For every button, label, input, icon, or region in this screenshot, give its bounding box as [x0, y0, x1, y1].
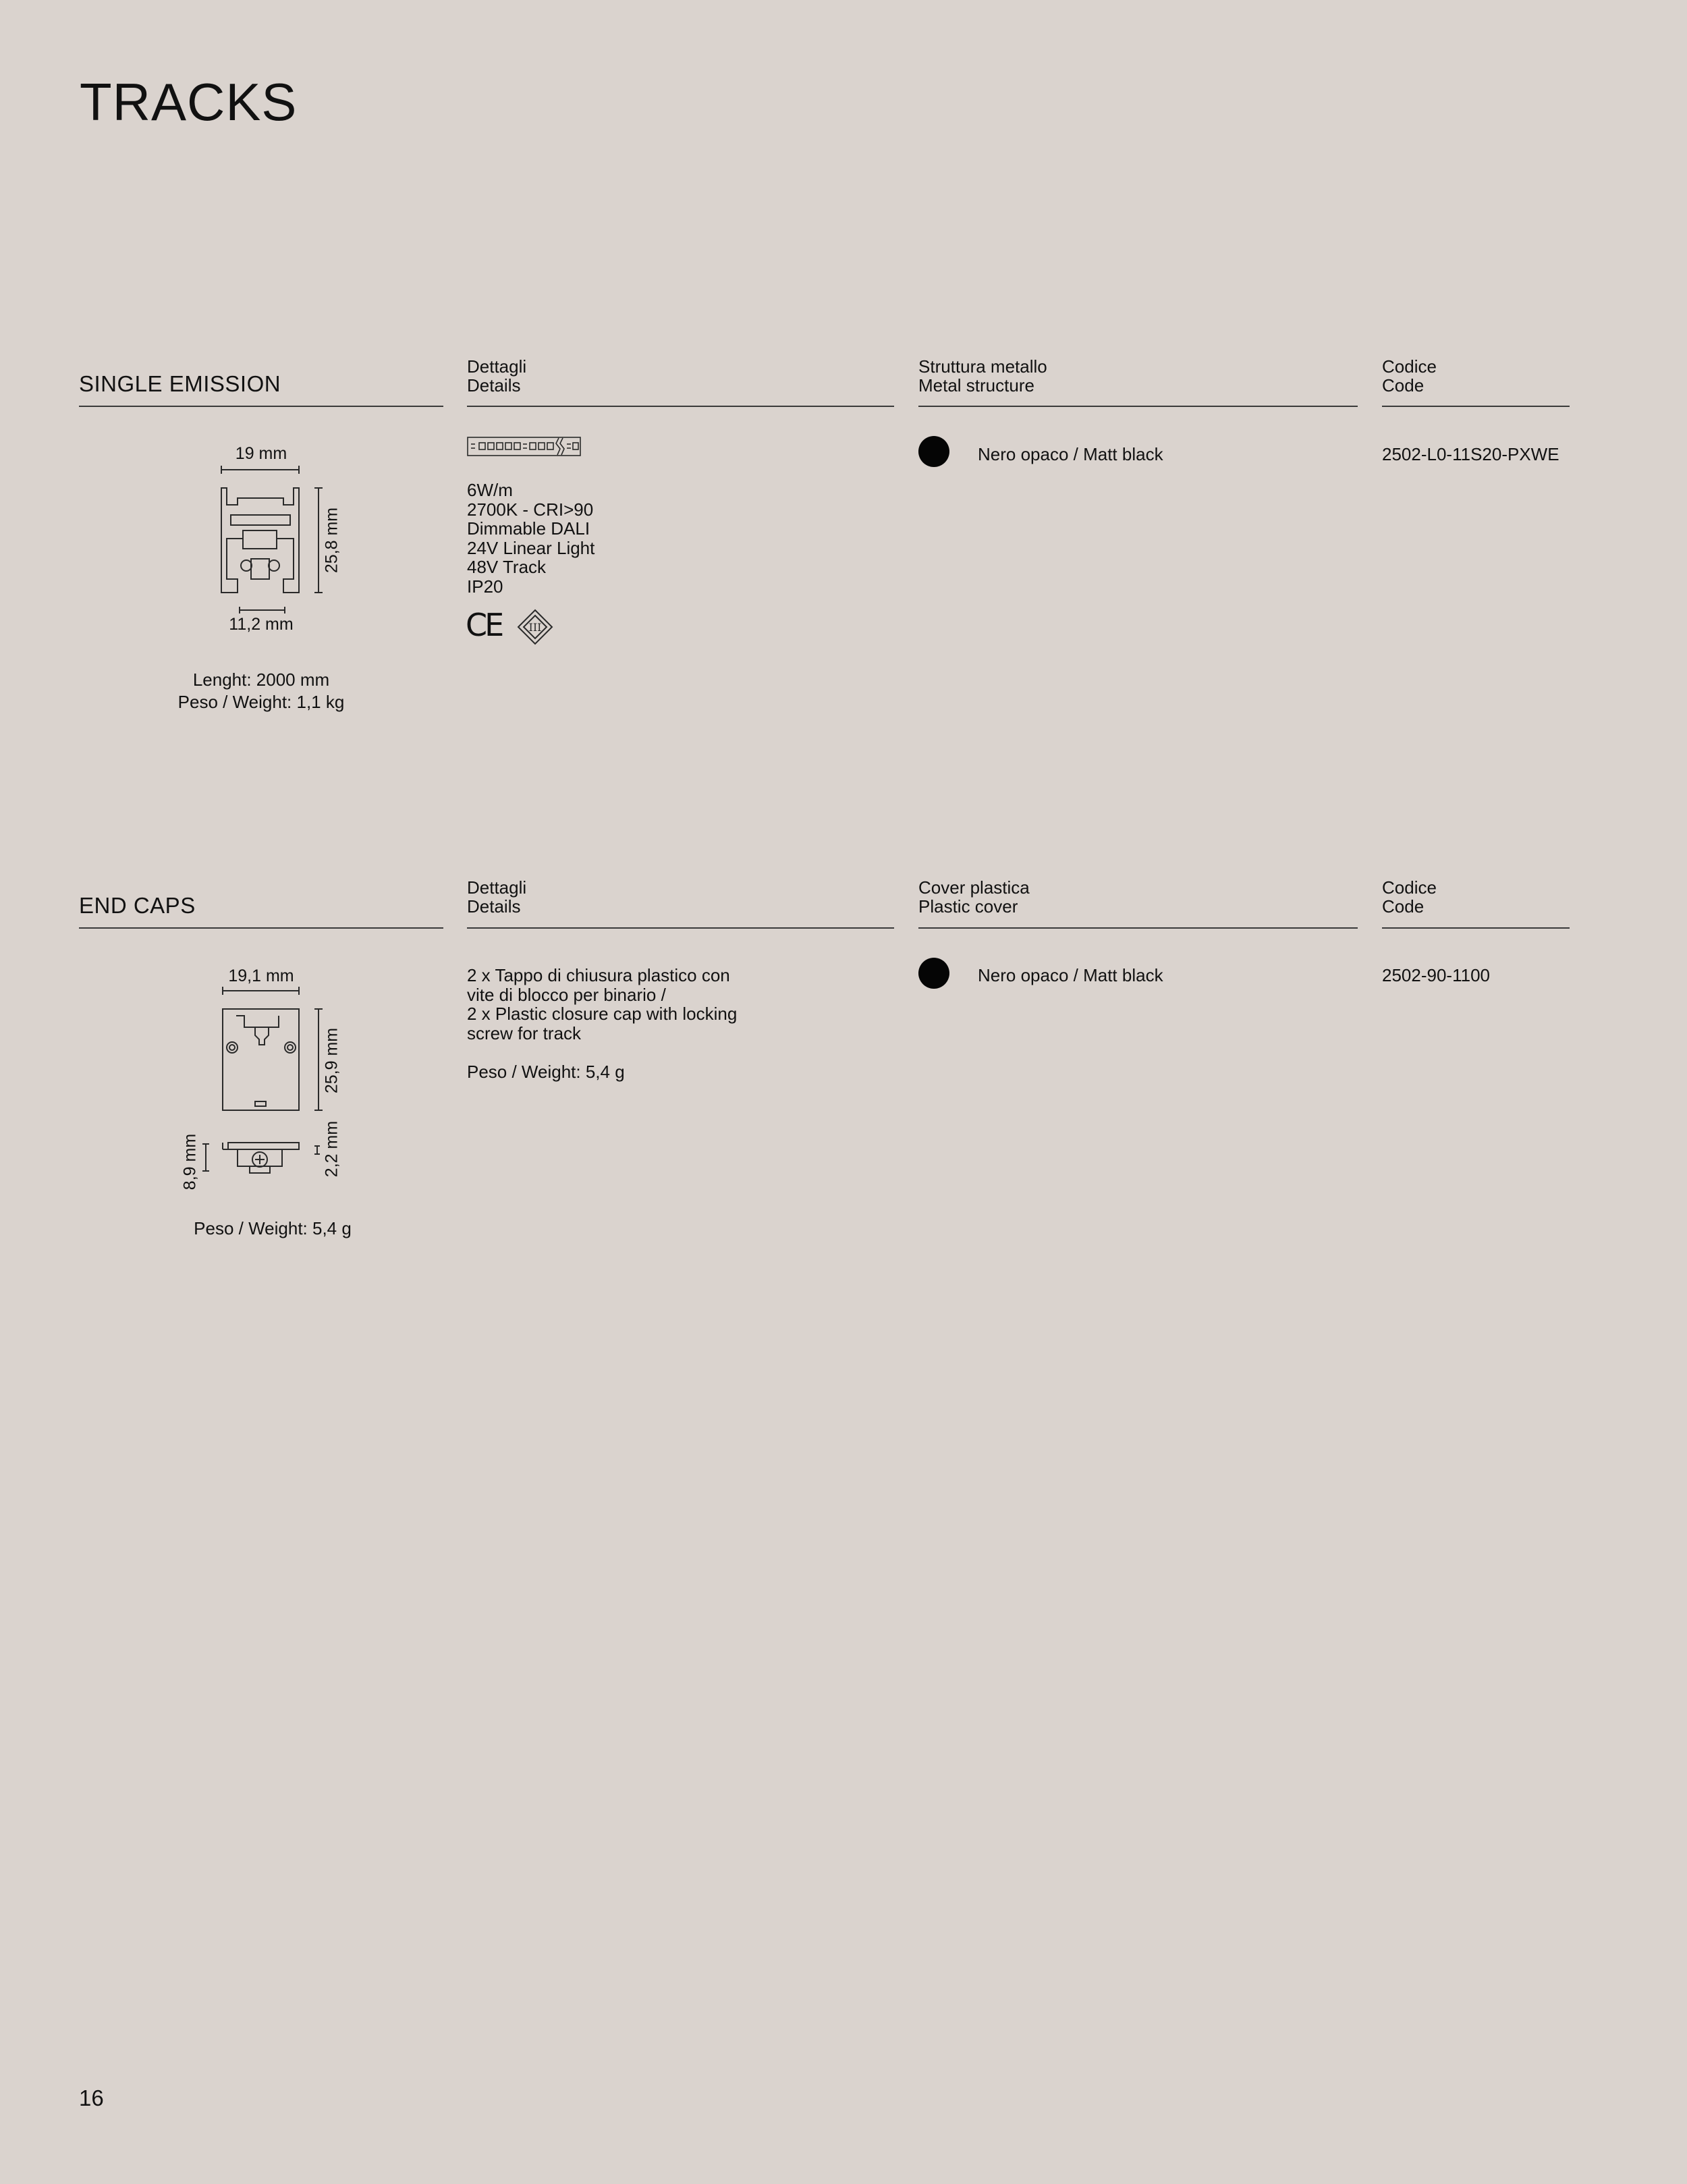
- product-code: 2502-L0-11S20-PXWE: [1382, 444, 1559, 464]
- code-header-it: Codice: [1382, 356, 1437, 377]
- details-header-it: Dettagli: [467, 877, 527, 898]
- class-iii-icon: [517, 609, 553, 645]
- detail-line: 2 x Tappo di chiusura plastico con: [467, 965, 730, 985]
- structure-header-it: Struttura metallo: [918, 356, 1047, 377]
- details-header-en: Details: [467, 375, 521, 395]
- spacer: [467, 1043, 737, 1062]
- divider: [918, 406, 1358, 407]
- finish-swatch: [918, 436, 949, 467]
- details-header: [467, 357, 526, 395]
- detail-linear-light: 24V Linear Light: [467, 537, 595, 558]
- details-list: [467, 966, 737, 1081]
- weight-text: Peso / Weight: 5,4 g: [194, 1218, 352, 1238]
- divider: [79, 927, 443, 929]
- dimension-width: 19,1 mm: [228, 966, 294, 985]
- finish-swatch: [918, 958, 949, 989]
- cover-header-it: Cover plastica: [918, 877, 1030, 898]
- cover-header: [918, 878, 1030, 916]
- section-title: END CAPS: [79, 893, 196, 918]
- detail-dimming: Dimmable DALI: [467, 518, 590, 539]
- page-title: TRACKS: [80, 72, 298, 132]
- weight-text: Peso / Weight: 1,1 kg: [177, 692, 345, 712]
- finish-label: Nero opaco / Matt black: [978, 965, 1163, 985]
- code-header-en: Code: [1382, 375, 1425, 395]
- product-code: 2502-90-1100: [1382, 965, 1490, 985]
- code-header-it: Codice: [1382, 877, 1437, 898]
- detail-line: 2 x Plastic closure cap with locking: [467, 1004, 738, 1024]
- detail-line: screw for track: [467, 1022, 582, 1043]
- cover-header-en: Plastic cover: [918, 896, 1018, 917]
- details-header-it: Dettagli: [467, 356, 527, 377]
- details-header-en: Details: [467, 896, 521, 917]
- code-header-en: Code: [1382, 896, 1425, 917]
- ce-mark-icon: CE: [466, 607, 502, 643]
- detail-track: 48V Track: [467, 557, 547, 577]
- details-list: [467, 481, 594, 596]
- section-title: SINGLE EMISSION: [79, 371, 281, 396]
- structure-header-en: Metal structure: [918, 375, 1034, 395]
- class-iii-label: III: [528, 621, 542, 634]
- finish-label: Nero opaco / Matt black: [978, 444, 1163, 464]
- detail-weight: Peso / Weight: 5,4 g: [467, 1061, 625, 1082]
- divider: [79, 406, 443, 407]
- details-header: [467, 878, 526, 916]
- dimension-base: 11,2 mm: [229, 615, 294, 634]
- divider: [1382, 927, 1570, 929]
- structure-header: [918, 357, 1047, 395]
- divider: [467, 406, 894, 407]
- dimension-side-right: 2,2 mm: [322, 1120, 341, 1178]
- code-header: [1382, 878, 1437, 916]
- divider: [918, 927, 1358, 929]
- detail-color-temp: 2700K - CRI>90: [467, 499, 594, 520]
- code-header: [1382, 357, 1437, 395]
- detail-ip: IP20: [467, 576, 503, 597]
- page-number: 16: [79, 2085, 104, 2110]
- detail-line: vite di blocco per binario /: [467, 984, 666, 1005]
- length-text: Lenght: 2000 mm: [192, 670, 330, 690]
- divider: [1382, 406, 1570, 407]
- divider: [467, 927, 894, 929]
- dimension-width: 19 mm: [235, 444, 287, 463]
- led-strip-icon: [467, 437, 582, 457]
- dimension-height: 25,8 mm: [322, 507, 341, 574]
- detail-power: 6W/m: [467, 480, 513, 500]
- dimension-height: 25,9 mm: [322, 1027, 341, 1094]
- dimension-side-left: 8,9 mm: [180, 1133, 200, 1191]
